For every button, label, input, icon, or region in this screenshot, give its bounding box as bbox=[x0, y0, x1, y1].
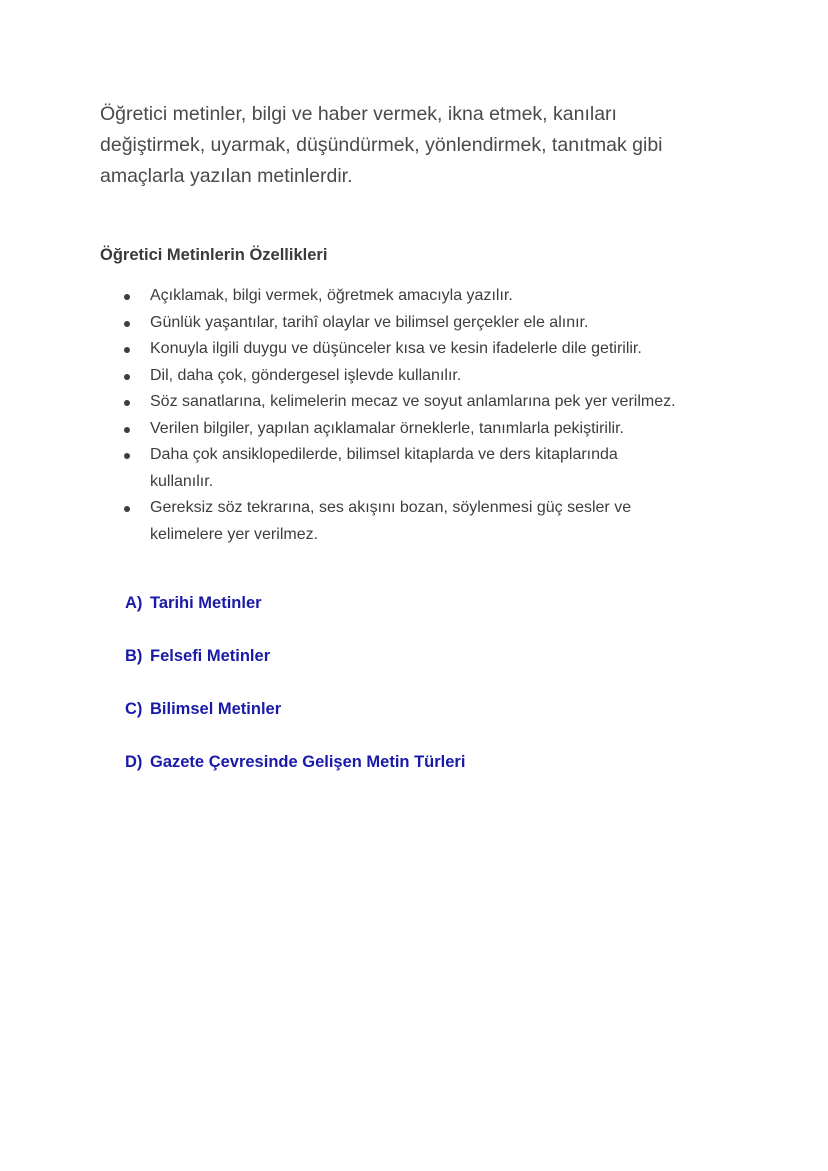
intro-paragraph bbox=[100, 99, 740, 192]
topic-link-text[interactable]: Felsefi Metinler bbox=[150, 647, 271, 665]
list-item-text: kullanılır. bbox=[150, 472, 214, 490]
list-item-text: Verilen bilgiler, yapılan açıklamalar örneklerle, tanımlarla pekiştirilir. bbox=[150, 419, 624, 437]
bullet-icon bbox=[124, 506, 130, 512]
list-item-text: Söz sanatlarına, kelimelerin mecaz ve soyut anlamlarına pek yer verilmez. bbox=[150, 393, 676, 410]
list-item-text: Gereksiz söz tekrarına, ses akışını bozan, söylenmesi güç sesler ve bbox=[150, 499, 632, 516]
bullet-icon bbox=[124, 347, 130, 353]
list-item bbox=[100, 442, 740, 495]
list-item bbox=[100, 416, 740, 443]
list-item-text: Açıklamak, bilgi vermek, öğretmek amacıyla yazılır. bbox=[150, 287, 513, 304]
list-item-text: Konuyla ilgili duygu ve düşünceler kısa ve kesin ifadelerle dile getirilir. bbox=[150, 340, 642, 357]
list-item bbox=[100, 336, 740, 363]
intro-line: amaçlarla yazılan metinlerdir. bbox=[100, 165, 353, 187]
topic-letter: D) bbox=[125, 753, 143, 771]
list-item bbox=[100, 495, 740, 548]
section-title: Öğretici Metinlerin Özellikleri bbox=[100, 246, 328, 264]
topic-link-gazete[interactable] bbox=[125, 753, 465, 806]
list-item bbox=[100, 283, 740, 310]
topic-link-text[interactable]: Bilimsel Metinler bbox=[150, 700, 282, 718]
features-list bbox=[100, 283, 740, 548]
list-item-text: Dil, daha çok, göndergesel işlevde kullanılır. bbox=[150, 366, 462, 384]
list-item-text: kelimelere yer verilmez. bbox=[150, 525, 319, 543]
list-item bbox=[100, 363, 740, 390]
topic-letter: A) bbox=[125, 594, 143, 612]
bullet-icon bbox=[124, 453, 130, 459]
topic-link-text[interactable]: Gazete Çevresinde Gelişen Metin Türleri bbox=[150, 753, 466, 771]
topic-link-bilimsel[interactable] bbox=[125, 700, 465, 753]
topic-links bbox=[125, 594, 465, 806]
list-item-text: Daha çok ansiklopedilerde, bilimsel kitaplarda ve ders kitaplarında bbox=[150, 446, 618, 463]
intro-line: Öğretici metinler, bilgi ve haber vermek, ikna etmek, kanıları bbox=[100, 103, 617, 125]
list-item bbox=[100, 389, 740, 416]
topic-link-felsefi[interactable] bbox=[125, 647, 465, 700]
topic-letter: C) bbox=[125, 700, 143, 718]
topic-letter: B) bbox=[125, 647, 143, 665]
bullet-icon bbox=[124, 321, 130, 327]
topic-link-text[interactable]: Tarihi Metinler bbox=[150, 594, 262, 612]
bullet-icon bbox=[124, 427, 130, 433]
list-item-text: Günlük yaşantılar, tarihî olaylar ve bilimsel gerçekler ele alınır. bbox=[150, 313, 589, 331]
intro-line: değiştirmek, uyarmak, düşündürmek, yönlendirmek, tanıtmak gibi bbox=[100, 134, 663, 156]
list-item bbox=[100, 310, 740, 337]
bullet-icon bbox=[124, 400, 130, 406]
bullet-icon bbox=[124, 294, 130, 300]
topic-link-tarihi[interactable] bbox=[125, 594, 465, 647]
bullet-icon bbox=[124, 374, 130, 380]
